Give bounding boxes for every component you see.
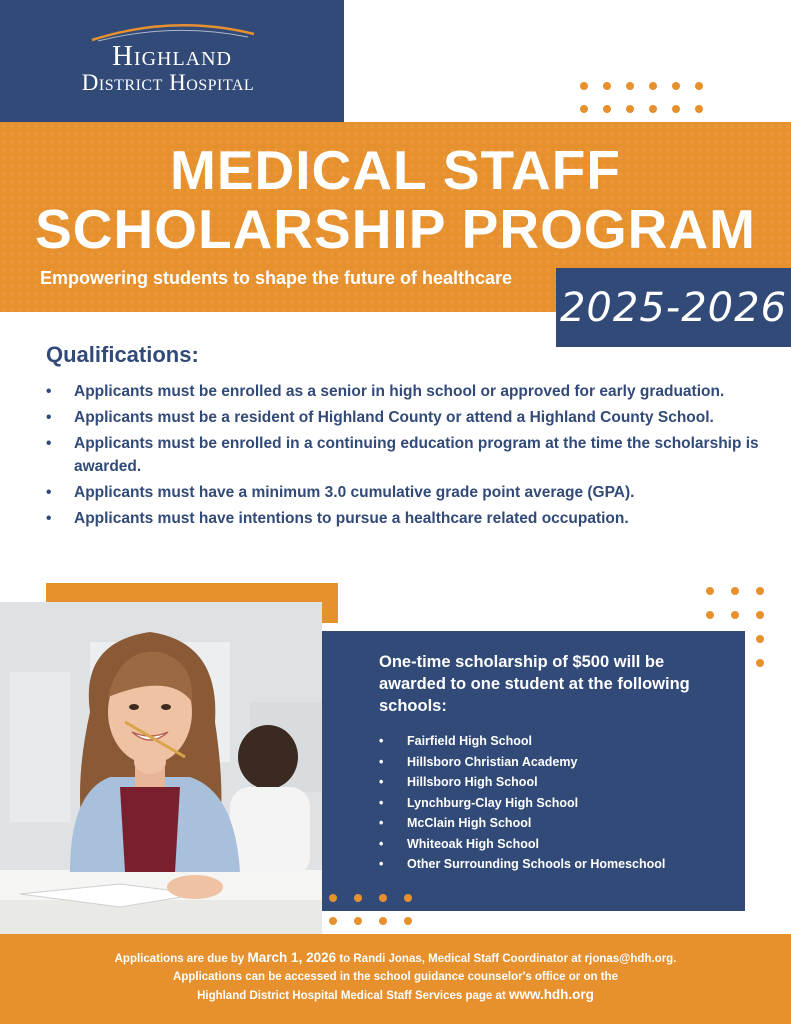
decorative-dots-bottom [329,894,412,925]
footer-line2: Applications can be accessed in the school guidance counselor's office or on the [173,971,618,983]
website-link[interactable]: www.hdh.org [508,987,594,1002]
list-item: • Applicants must be enrolled in a continuing education program at the time the scholarship is awarded. [46,435,759,475]
list-item: • Lynchburg-Clay High School [379,795,579,810]
list-item: • Hillsboro High School [379,775,538,789]
qualifications-list [46,380,766,533]
list-item: • Other Surrounding Schools or Homeschool [379,857,666,871]
list-item: • Applicants must be a resident of Highland County or attend a Highland County School. [46,409,714,426]
contact-text[interactable]: to Randi Jonas, Medical Staff Coordinator at rjonas@hdh.org. [339,953,677,965]
student-photo [0,602,322,934]
list-item: • Hillsboro Christian Academy [379,754,578,769]
school-list [379,731,665,875]
logo-line1: Highland [111,40,233,72]
logo [0,0,344,122]
list-item: • Applicants must be enrolled as a senior in high school or approved for early graduation. [46,383,725,400]
list-item: • Fairfield High School [379,734,533,748]
due-date: March 1, 2026 [247,950,337,965]
decorative-dots-top [580,82,703,113]
award-info-box [322,631,745,911]
year-text: 2025-2026 [559,284,788,331]
list-item: • McClain High School [379,816,532,830]
student-photo-illustration [0,602,322,934]
page-title-line1: MEDICAL STAFF [170,139,621,201]
logo-arc-icon [88,20,258,42]
page-title-line2: SCHOLARSHIP PROGRAM [35,198,756,260]
list-item: • Applicants must have a minimum 3.0 cumulative grade point average (GPA). [46,484,635,501]
year-badge [556,268,791,347]
qualifications-heading: Qualifications: [46,342,199,367]
tagline: Empowering students to shape the future of healthcare [40,268,513,288]
logo-line2: District Hospital [81,70,255,95]
footer [0,934,791,1024]
list-item: • Whiteoak High School [379,836,539,851]
list-item: • Applicants must have intentions to pursue a healthcare related occupation. [46,510,629,527]
footer-line3: Highland District Hospital Medical Staff Services page at www.hdh.org [197,987,594,1002]
award-heading: One-time scholarship of $500 will be awarded to one student at the following schools: [379,653,690,715]
footer-line1: Applications are due by March 1, 2026 to Randi Jonas, Medical Staff Coordinator at rjonas@hdh.org. [114,950,677,965]
